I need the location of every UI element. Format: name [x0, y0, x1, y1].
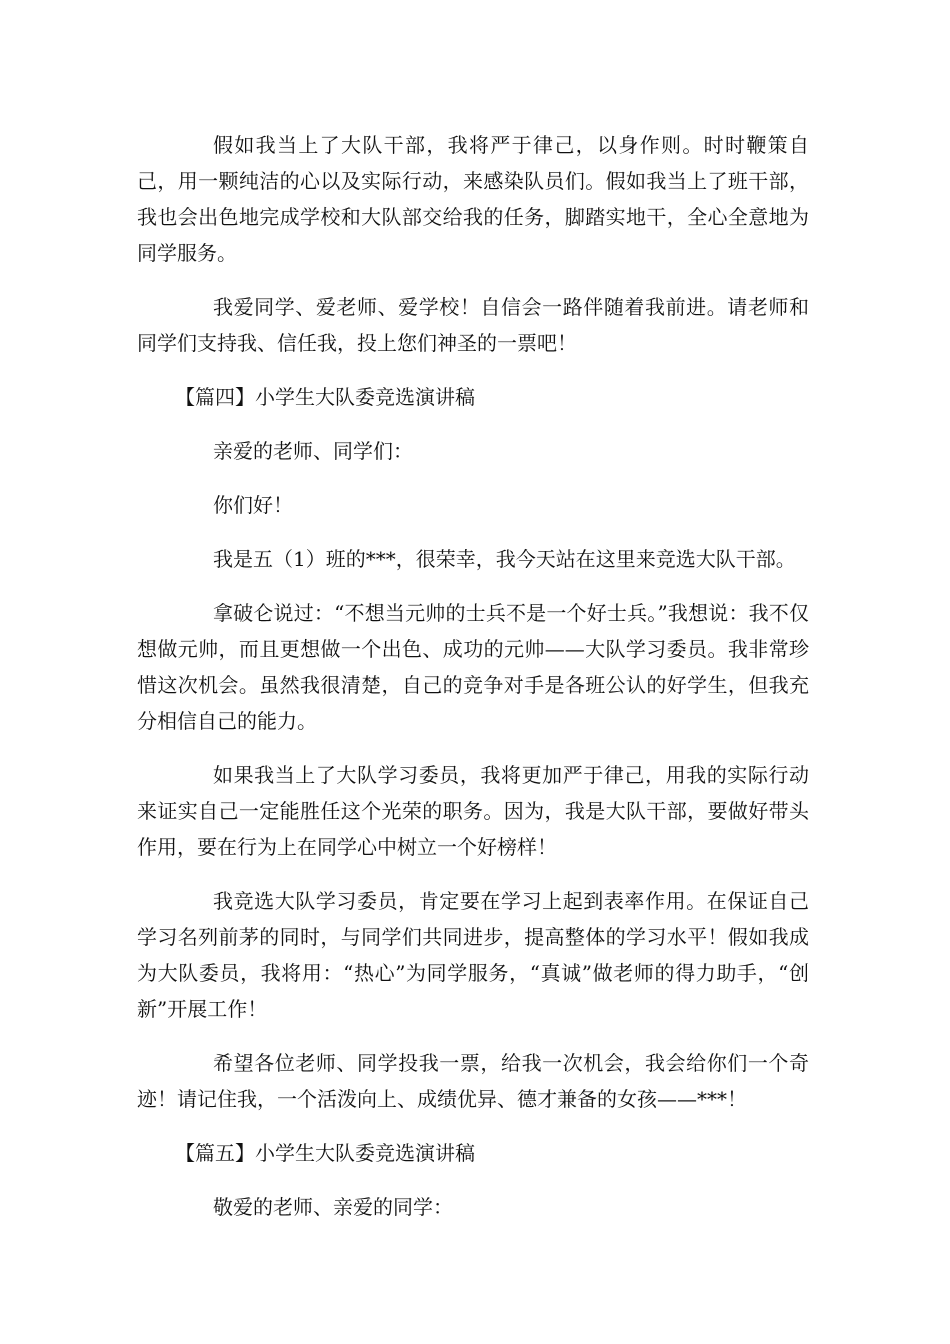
paragraph: 假如我当上了大队干部，我将严于律己，以身作则。时时鞭策自己，用一颗纯洁的心以及实际行动，来感染队员们。假如我当上了班干部，我也会出色地完成学校和大队部交给我的任务，脚踏实地干，全心全意地为同学服务。	[137, 133, 809, 265]
paragraph: 我是五（1）班的***，很荣幸，我今天站在这里来竞选大队干部。	[213, 547, 796, 571]
paragraph: 我爱同学、爱老师、爱学校！自信会一路伴随着我前进。请老师和同学们支持我、信任我，投上您们神圣的一票吧！	[137, 295, 809, 355]
paragraph: 如果我当上了大队学习委员，我将更加严于律己，用我的实际行动来证实自己一定能胜任这个光荣的职务。因为，我是大队干部，要做好带头作用，要在行为上在同学心中树立一个好榜样！	[137, 763, 809, 859]
greeting: 你们好！	[213, 493, 293, 517]
paragraph: 希望各位老师、同学投我一票，给我一次机会，我会给你们一个奇迹！请记住我，一个活泼向上、成绩优异、德才兼备的女孩——***！	[137, 1051, 809, 1111]
section-heading: 【篇四】小学生大队委竞选演讲稿	[175, 385, 475, 409]
document-body	[137, 127, 809, 1243]
salutation: 敬爱的老师、亲爱的同学：	[213, 1195, 453, 1219]
paragraph: 我竞选大队学习委员，肯定要在学习上起到表率作用。在保证自己学习名列前茅的同时，与同学们共同进步，提高整体的学习水平！假如我成为大队委员，我将用：“热心”为同学服务，“真诚”做老师的得力助手，“创新”开展工作！	[137, 889, 809, 1021]
paragraph: 拿破仑说过：“不想当元帅的士兵不是一个好士兵。”我想说：我不仅想做元帅，而且更想做一个出色、成功的元帅——大队学习委员。我非常珍惜这次机会。虽然我很清楚，自己的竞争对手是各班公认的好学生，但我充分相信自己的能力。	[137, 601, 809, 733]
section-heading: 【篇五】小学生大队委竞选演讲稿	[175, 1141, 475, 1165]
salutation: 亲爱的老师、同学们：	[213, 439, 413, 463]
